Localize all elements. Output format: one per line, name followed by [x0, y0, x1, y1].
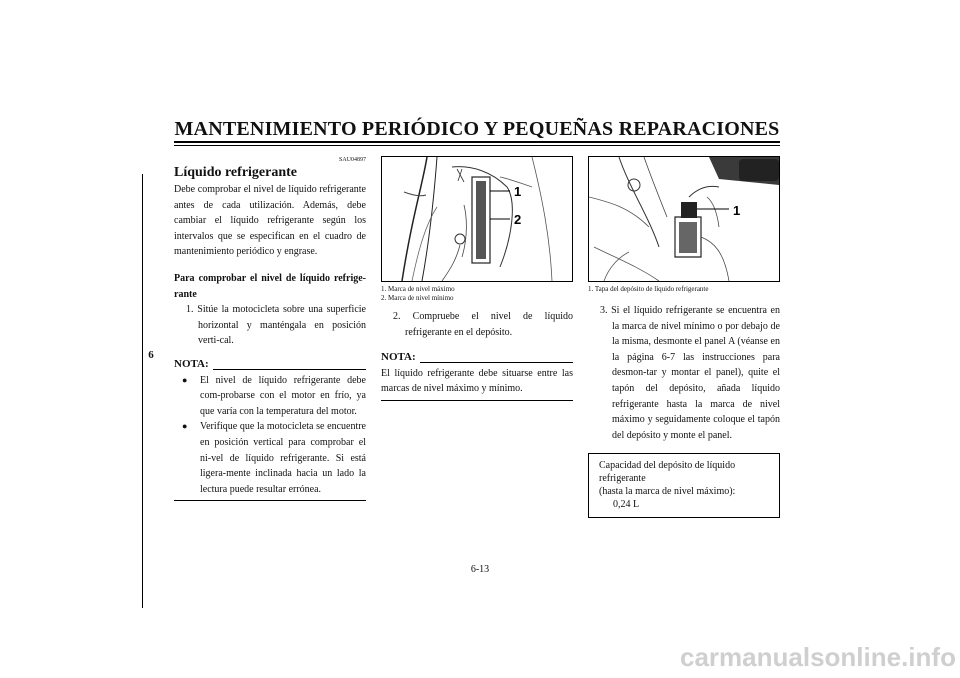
chapter-bar — [142, 174, 143, 608]
section-code: SAU04897 — [338, 157, 366, 163]
nota-item-text: El nivel de líquido refrigerante debe com-probarse con el motor en frío, ya que varía con la temperatura del motor. — [200, 374, 366, 417]
reservoir-illustration — [382, 157, 572, 281]
figure-caption: 1. Tapa del depósito de líquido refrigerante — [588, 285, 709, 293]
watermark: carmanualsonline.info — [680, 642, 956, 672]
nota-label: NOTA: — [174, 357, 209, 370]
nota-rule — [174, 500, 366, 501]
header-rule — [174, 141, 780, 143]
nota-heading — [381, 350, 573, 366]
step-2: 2. Compruebe el nivel de líquido refrigerante en el depósito. — [393, 311, 573, 338]
middle-column — [381, 156, 573, 401]
nota-rule — [381, 400, 573, 401]
page-header-title: MANTENIMIENTO PERIÓDICO Y PEQUEÑAS REPARACIONES — [174, 118, 780, 140]
callout-2: 2 — [514, 212, 522, 227]
header-rule-thin — [174, 145, 780, 146]
nota-item — [174, 419, 366, 497]
subheading: Para comprobar el nivel de líquido refrige-rante — [174, 272, 366, 300]
page-number: 6-13 — [470, 564, 490, 575]
capacity-box — [588, 453, 780, 518]
capacity-label: Capacidad del depósito de líquido refrigerante — [599, 460, 736, 485]
step-3: 3. Si el líquido refrigerante se encuentra en la marca de nivel mínimo o por debajo de la misma, desmonte el panel A (véanse en la página 6-7 las instrucciones para desmon-tar y montar el panel), quite el tapón del depósito, añada líquido refrigerante hasta la marca de nivel máximo y seguidamente coloque el tapón del depósito y monte el panel. — [600, 305, 780, 441]
nota-text: El líquido refrigerante debe situarse entre las marcas de nivel máximo y mínimo. — [381, 367, 573, 395]
reservoir-cap-figure — [588, 156, 780, 282]
figure-caption — [381, 285, 573, 303]
caption-line: 1. Marca de nivel máximo — [381, 285, 455, 293]
capacity-value: 0,24 L — [613, 499, 640, 511]
bullet-icon: ● — [182, 374, 188, 385]
chapter-tab: 6 — [148, 349, 154, 361]
nota-label: NOTA: — [381, 351, 416, 364]
nota-item — [174, 373, 366, 420]
callout-1: 1 — [514, 184, 522, 199]
nota-item-text: Verifique que la motocicleta se encuentre en posición vertical para comprobar el ni-vel de líquido refrigerante. Si está ligera-mente inclinada hacia un lado la lectura puede resultar errónea. — [200, 421, 366, 495]
reservoir-cap-illustration — [589, 157, 779, 281]
nota-heading — [174, 357, 366, 373]
coolant-level-figure — [381, 156, 573, 282]
left-column — [174, 156, 366, 501]
section-heading: Líquido refrigerante — [174, 165, 298, 180]
caption-line: 2. Marca de nivel mínimo — [381, 294, 454, 302]
callout-1: 1 — [733, 203, 741, 218]
intro-paragraph: Debe comprobar el nivel de líquido refrigerante antes de cada utilización. Además, debe cambiar el líquido refrigerante según los intervalos que se especifican en el cuadro de mantenimiento periódico y engrase. — [174, 184, 366, 258]
bullet-icon: ● — [182, 421, 188, 432]
step-1: 1. Sitúe la motocicleta sobre una superficie horizontal y manténgala en posición verti-cal. — [186, 304, 366, 347]
capacity-qualifier: (hasta la marca de nivel máximo): — [599, 486, 736, 498]
right-column — [588, 156, 780, 518]
